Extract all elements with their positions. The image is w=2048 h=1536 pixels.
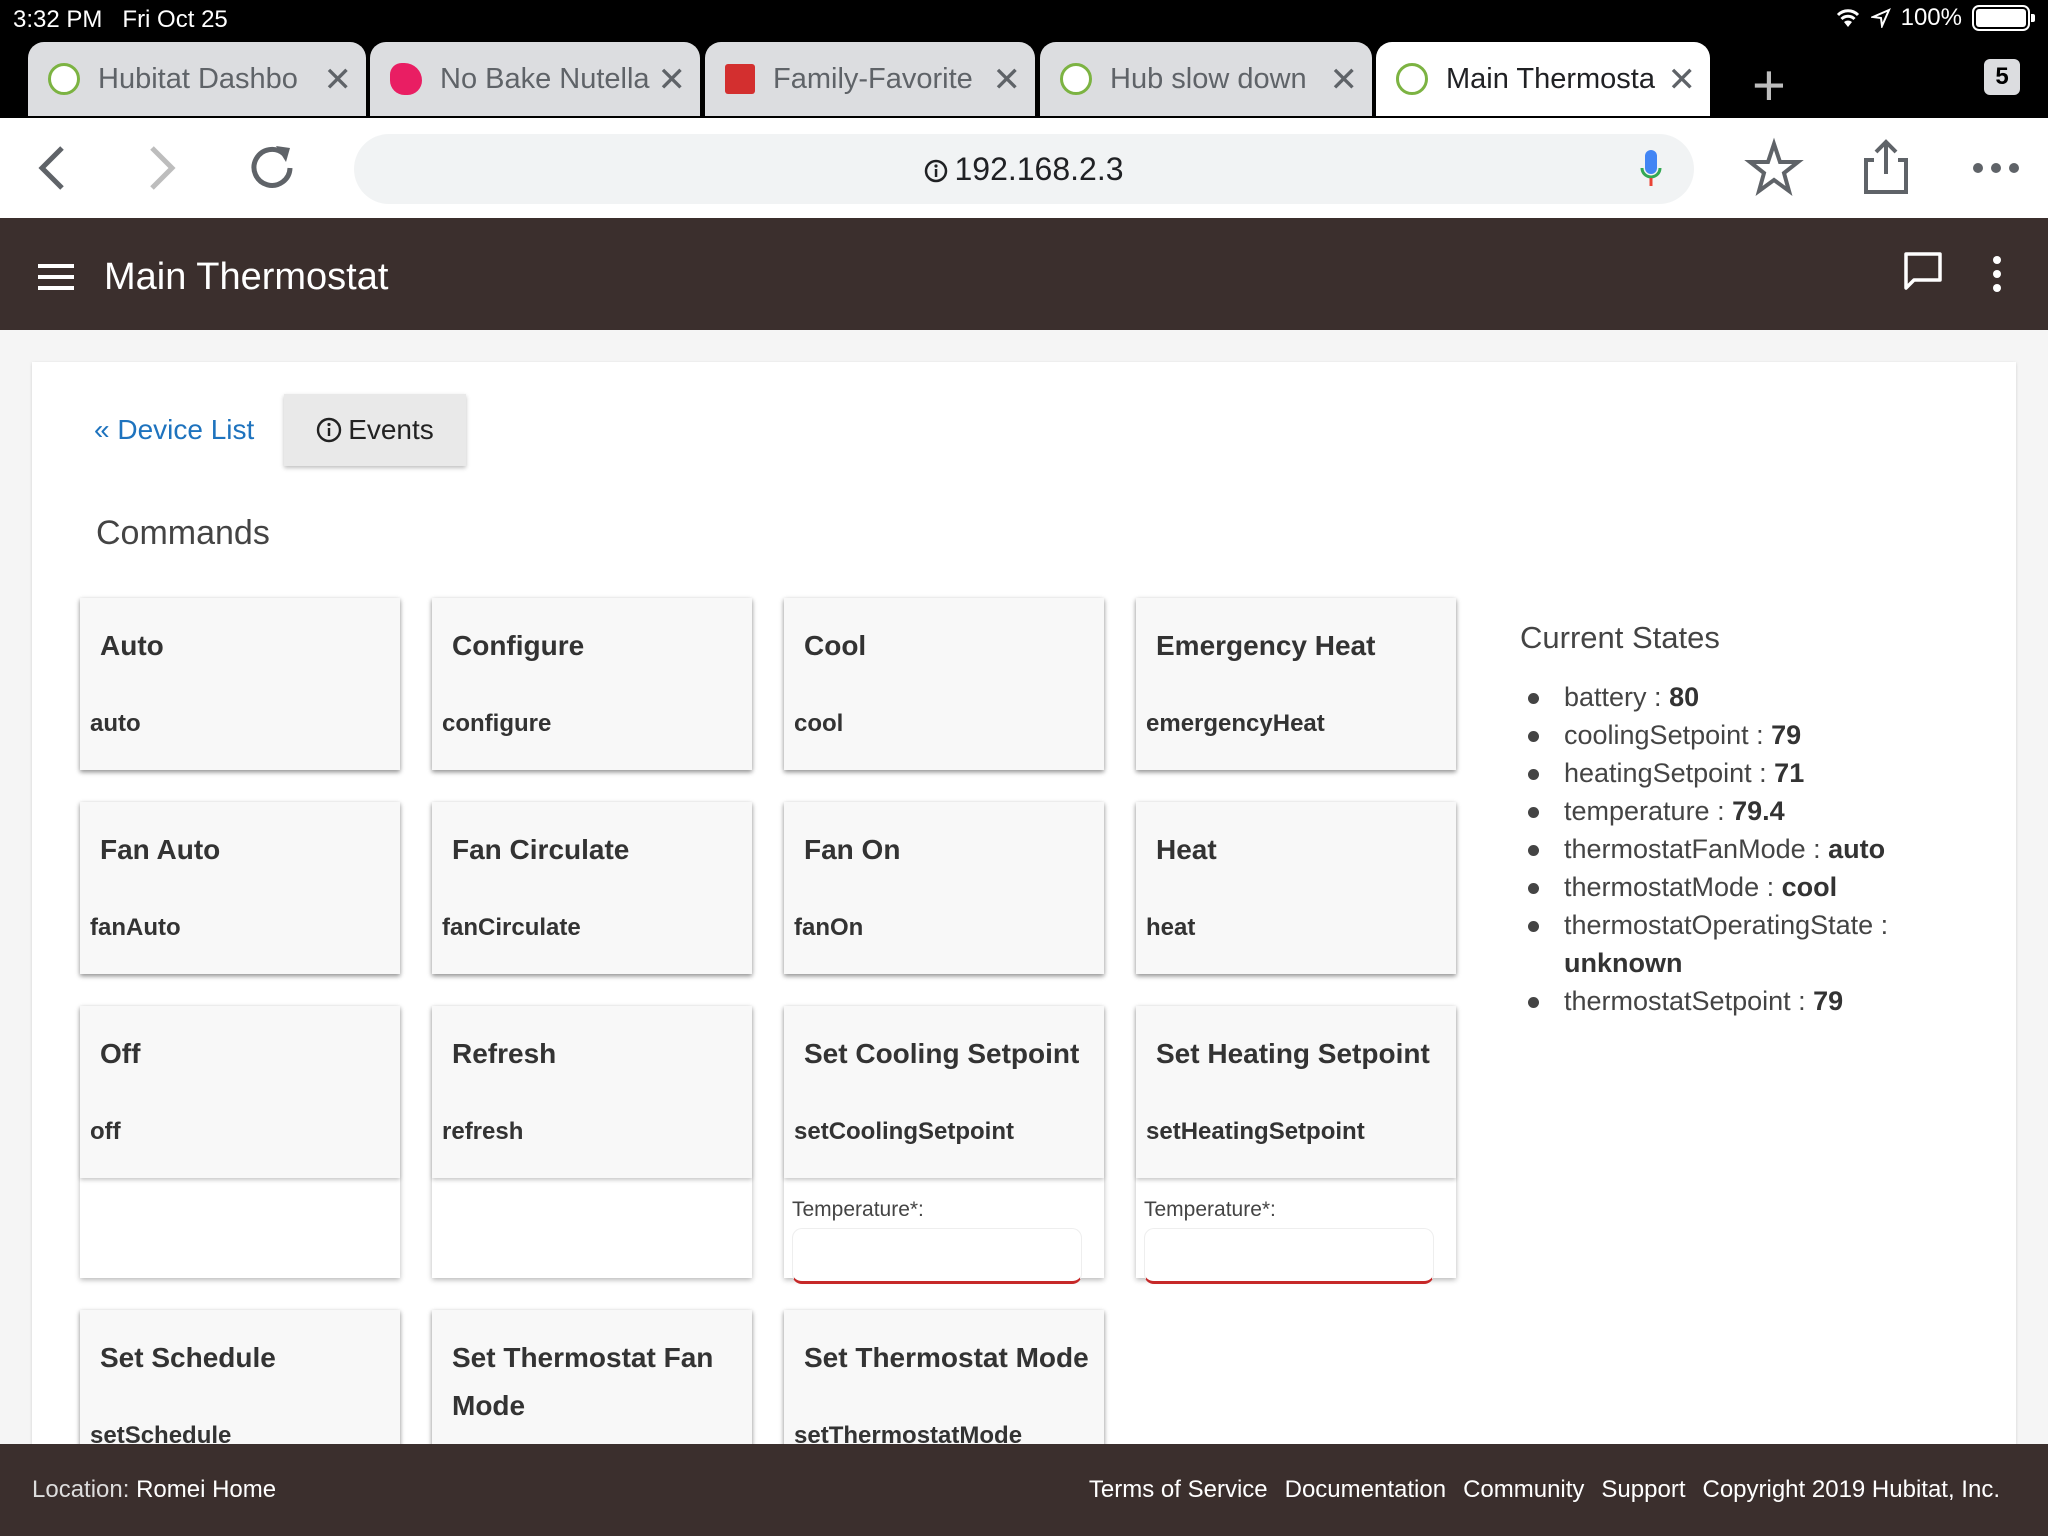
page-title: Main Thermostat bbox=[104, 256, 389, 298]
command-method: fanCirculate bbox=[442, 914, 581, 941]
command-method: refresh bbox=[442, 1118, 524, 1145]
tab-count-button[interactable]: 5 bbox=[1984, 59, 2020, 95]
back-arrow-icon[interactable] bbox=[22, 136, 86, 200]
command-label: Set Cooling Setpoint bbox=[804, 1038, 1080, 1069]
state-item: thermostatMode : cool bbox=[1564, 868, 2040, 906]
command-label: Configure bbox=[452, 630, 585, 661]
footer-links bbox=[1089, 1476, 2000, 1504]
app-header bbox=[0, 218, 2048, 330]
command-fan-on[interactable] bbox=[784, 802, 1104, 974]
command-auto[interactable] bbox=[80, 598, 400, 770]
command-cool[interactable] bbox=[784, 598, 1104, 770]
tab-main-thermostat[interactable] bbox=[1376, 42, 1710, 116]
command-set-thermostat-fan-mode[interactable] bbox=[432, 1310, 752, 1444]
wifi-icon bbox=[1835, 7, 1861, 29]
command-method: off bbox=[90, 1118, 121, 1145]
command-method: setCoolingSetpoint bbox=[794, 1118, 1014, 1145]
url-field[interactable] bbox=[354, 134, 1694, 204]
support-link[interactable]: Support bbox=[1601, 1476, 1686, 1503]
command-label: Fan On bbox=[804, 834, 901, 865]
main-content bbox=[0, 330, 2048, 1444]
tab-hub-slow-down[interactable] bbox=[1040, 42, 1372, 116]
command-method: setSchedule bbox=[90, 1422, 232, 1444]
state-item: coolingSetpoint : 79 bbox=[1564, 716, 2040, 754]
state-item: thermostatOperatingState : unknown bbox=[1564, 906, 2040, 982]
battery-percent: 100% bbox=[1900, 4, 1962, 31]
command-heat[interactable] bbox=[1136, 802, 1456, 974]
heating-temperature-input[interactable] bbox=[1144, 1228, 1434, 1284]
command-method: fanOn bbox=[794, 914, 864, 941]
location-arrow-icon bbox=[1871, 8, 1891, 28]
kebab-menu-icon[interactable] bbox=[1993, 256, 2001, 292]
hubitat-icon bbox=[48, 63, 80, 95]
forward-arrow-icon[interactable] bbox=[128, 136, 192, 200]
state-item: heatingSetpoint : 71 bbox=[1564, 754, 2040, 792]
device-list-link[interactable]: « Device List bbox=[94, 414, 255, 445]
state-item: thermostatFanMode : auto bbox=[1564, 830, 2040, 868]
terms-link[interactable]: Terms of Service bbox=[1088, 1476, 1268, 1503]
close-icon[interactable]: ✕ bbox=[657, 61, 686, 99]
footer bbox=[0, 1444, 2048, 1536]
command-set-cooling-setpoint bbox=[784, 1006, 1104, 1278]
documentation-link[interactable]: Documentation bbox=[1284, 1476, 1447, 1503]
command-label: Set Heating Setpoint bbox=[1156, 1038, 1430, 1069]
command-method: auto bbox=[90, 710, 141, 737]
cooling-temperature-input[interactable] bbox=[792, 1228, 1082, 1284]
device-card bbox=[32, 362, 2016, 1444]
command-label: Auto bbox=[100, 630, 164, 661]
temperature-label: Temperature*: bbox=[792, 1198, 924, 1221]
close-icon[interactable]: ✕ bbox=[1329, 61, 1358, 99]
address-bar bbox=[0, 118, 2048, 218]
command-off[interactable] bbox=[80, 1006, 400, 1278]
commands-heading: Commands bbox=[96, 514, 270, 552]
tab-title: Main Thermosta bbox=[1446, 62, 1655, 95]
command-configure[interactable] bbox=[432, 598, 752, 770]
info-icon bbox=[316, 417, 342, 443]
command-method: emergencyHeat bbox=[1146, 710, 1325, 737]
new-tab-plus-icon[interactable]: + bbox=[1752, 53, 1786, 118]
close-icon[interactable]: ✕ bbox=[323, 61, 352, 99]
command-label: Set Thermostat Fan Mode bbox=[452, 1342, 714, 1421]
command-label: Heat bbox=[1156, 834, 1217, 865]
hubitat-icon bbox=[1396, 63, 1428, 95]
microphone-icon[interactable] bbox=[1640, 148, 1662, 190]
location: Location: Romei Home bbox=[32, 1476, 277, 1503]
events-label: Events bbox=[348, 414, 434, 445]
tab-no-bake-nutella[interactable] bbox=[370, 42, 700, 116]
command-label: Set Schedule bbox=[100, 1342, 276, 1373]
hubitat-icon bbox=[1060, 63, 1092, 95]
chat-icon[interactable] bbox=[1902, 250, 1944, 292]
command-label: Set Thermostat Mode bbox=[804, 1342, 1089, 1373]
battery-icon bbox=[1972, 5, 2030, 31]
close-icon[interactable]: ✕ bbox=[1667, 61, 1696, 99]
command-method: configure bbox=[442, 710, 552, 737]
reload-icon[interactable] bbox=[240, 136, 304, 200]
tab-hubitat-dashboard[interactable] bbox=[28, 42, 366, 116]
command-label: Off bbox=[100, 1038, 141, 1069]
set-cooling-setpoint-button[interactable] bbox=[784, 1006, 1104, 1178]
command-fan-auto[interactable] bbox=[80, 802, 400, 974]
events-button[interactable] bbox=[284, 394, 466, 466]
command-method: setHeatingSetpoint bbox=[1146, 1118, 1365, 1145]
command-set-heating-setpoint bbox=[1136, 1006, 1456, 1278]
set-heating-setpoint-button[interactable] bbox=[1136, 1006, 1456, 1178]
share-icon[interactable] bbox=[1854, 136, 1918, 200]
command-method: fanAuto bbox=[90, 914, 181, 941]
command-method: heat bbox=[1146, 914, 1196, 941]
berry-icon bbox=[390, 63, 422, 95]
command-label: Fan Circulate bbox=[452, 834, 630, 865]
tab-title: No Bake Nutella bbox=[440, 62, 650, 95]
community-link[interactable]: Community bbox=[1463, 1476, 1585, 1503]
copyright: Copyright 2019 Hubitat, Inc. bbox=[1702, 1476, 2000, 1503]
command-emergency-heat[interactable] bbox=[1136, 598, 1456, 770]
command-label: Cool bbox=[804, 630, 867, 661]
more-icon[interactable] bbox=[1964, 136, 2028, 200]
tab-title: Hubitat Dashbo bbox=[98, 62, 298, 95]
command-label: Emergency Heat bbox=[1156, 630, 1376, 661]
menu-icon[interactable] bbox=[38, 264, 74, 290]
tab-bar bbox=[0, 40, 2048, 118]
current-states bbox=[1520, 620, 2040, 1020]
tab-title: Family-Favorite bbox=[773, 62, 973, 95]
state-item: thermostatSetpoint : 79 bbox=[1564, 982, 2040, 1020]
tab-family-favorite[interactable] bbox=[705, 42, 1035, 116]
command-label: Fan Auto bbox=[100, 834, 221, 865]
toh-icon bbox=[725, 64, 755, 94]
status-bar bbox=[0, 0, 2048, 40]
command-method: setThermostatMode bbox=[794, 1422, 1023, 1444]
status-right bbox=[1835, 4, 2030, 32]
status-time: 3:32 PM Fri Oct 25 bbox=[13, 6, 228, 33]
state-item: battery : 80 bbox=[1564, 678, 2040, 716]
url-text: 192.168.2.3 bbox=[354, 151, 1694, 188]
command-method: cool bbox=[794, 710, 844, 737]
state-item: temperature : 79.4 bbox=[1564, 792, 2040, 830]
info-icon bbox=[924, 159, 948, 183]
command-set-thermostat-mode[interactable] bbox=[784, 1310, 1104, 1444]
command-label: Refresh bbox=[452, 1038, 557, 1069]
current-states-heading: Current States bbox=[1520, 620, 1720, 655]
states-list bbox=[1520, 678, 2040, 1020]
command-refresh[interactable] bbox=[432, 1006, 752, 1278]
command-set-schedule[interactable] bbox=[80, 1310, 400, 1444]
temperature-label: Temperature*: bbox=[1144, 1198, 1276, 1221]
close-icon[interactable]: ✕ bbox=[992, 61, 1021, 99]
star-icon[interactable] bbox=[1742, 136, 1806, 200]
tab-title: Hub slow down bbox=[1110, 62, 1307, 95]
command-fan-circulate[interactable] bbox=[432, 802, 752, 974]
